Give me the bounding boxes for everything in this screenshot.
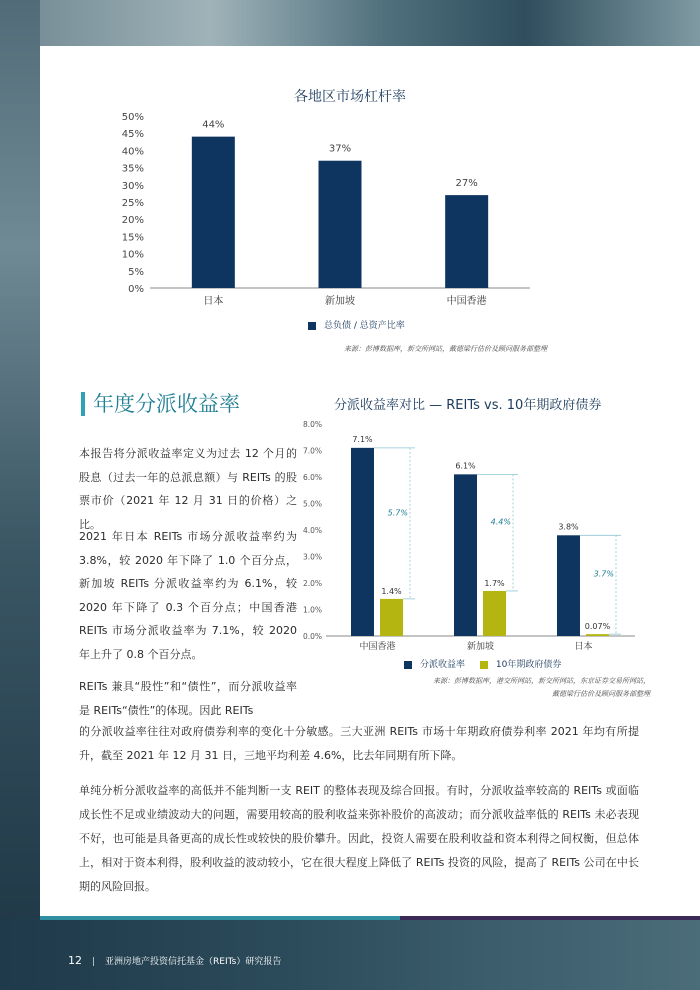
bar-value-label-bond: 1.7% (484, 578, 505, 588)
yield-chart-legend (404, 657, 573, 670)
y-tick-label: 25% (121, 198, 144, 209)
footer-stripe-teal (40, 916, 400, 920)
background-photo-left (0, 0, 40, 990)
page-footer (68, 954, 281, 967)
section-title: 年度分派收益率 (93, 392, 240, 416)
bar-reits (557, 535, 580, 636)
leverage-chart-source: 来源：彭博数据库，新交所网站，戴德梁行估价及顾问服务部整理 (344, 345, 547, 353)
bar-value-label: 44% (202, 119, 225, 131)
y-tick-label: 5.0% (302, 499, 322, 509)
y-tick-label: 2.0% (302, 579, 322, 588)
background-photo-top (0, 0, 700, 46)
y-tick-label: 8.0% (302, 420, 322, 429)
bar-bond (483, 591, 506, 636)
x-category-label: 新加坡 (325, 296, 355, 307)
paragraph-definition: 本报告将分派收益率定义为过去 12 个月的股息（过去一年的总派息额）与 REITs 的股票市价（2021 年 12 月 31 日的价格）之比。 (79, 447, 297, 531)
paragraph-market-yields: 2021 年日本 REITs 市场分派收益率约为 3.8%，较 2020 年下降了 1.0 个百分点，新加坡 REITs 分派收益率约为 6.1%，较 2020 年下降了 0.3 个百分点；中国香港 REITs 市场分派收益率为 7.1%，较 2020 年上升了 0.8 个百分点。 (79, 530, 297, 661)
footer-stripe-purple (400, 916, 700, 920)
y-tick-label: 6.0% (302, 473, 322, 482)
y-tick-label: 20% (121, 215, 144, 227)
bar-reits (351, 448, 374, 636)
y-tick-label: 0.0% (302, 632, 322, 641)
yield-chart (300, 416, 650, 652)
y-tick-label: 15% (121, 232, 144, 244)
y-tick-label: 4.0% (302, 526, 322, 535)
bar (192, 137, 235, 288)
legend-swatch-reits (404, 661, 412, 669)
y-tick-label: 45% (121, 129, 144, 141)
bar (319, 161, 362, 288)
section-heading-bar (81, 392, 85, 416)
x-category-label: 中国香港 (359, 642, 396, 652)
x-category-label: 中国香港 (446, 296, 487, 307)
yield-chart-source-line2: 戴德梁行估价及顾问服务部整理 (552, 690, 650, 698)
footer-report-title: 亚洲房地产投资信托基金（REITs）研究报告 (105, 957, 282, 967)
y-tick-label: 30% (121, 180, 144, 192)
y-tick-label: 3.0% (302, 552, 322, 562)
bar-reits (454, 474, 477, 636)
x-category-label: 新加坡 (466, 642, 495, 652)
x-category-label: 日本 (203, 296, 224, 307)
y-tick-label: 50% (121, 112, 144, 123)
bar-bond (586, 634, 609, 636)
spread-label: 3.7% (593, 569, 614, 579)
x-category-label: 日本 (574, 642, 593, 652)
leverage-chart-legend (308, 318, 405, 331)
y-tick-label: 40% (121, 146, 144, 158)
bar-value-label-reits: 7.1% (352, 434, 373, 444)
y-tick-label: 7.0% (302, 446, 322, 456)
bar-value-label-reits: 6.1% (455, 461, 476, 471)
legend-label-bond: 10年期政府债券 (495, 660, 562, 670)
paragraph-equity-debt: REITs 兼具“股性”和“债性”，而分派收益率是 REITs“债性”的体现。因此 REITs (79, 680, 297, 717)
paragraph-analysis: 单纯分析分派收益率的高低并不能判断一支 REIT 的整体表现及综合回报。有时，分派收益率较高的 REITs 或面临成长性不足或业绩波动大的问题，需要用较高的股利收益来弥补股价的高波动；而分派收益率低的 REITs 未必表现不好，也可能是具备更高的成长性或较快的股价攀升。因此，投资人需要在股利收益和资本利得之间权衡，但总体上，相对于资本利得，股利收益的波动较小，它在很大程度上降低了 REITs 投资的风险，提高了 REITs 公司在中长期的风险回报。 (79, 784, 639, 893)
paragraph-bond-sensitivity: 的分派收益率往往对政府债券利率的变化十分敏感。三大亚洲 REITs 市场十年期政府债券利率 2021 年均有所提升，截至 2021 年 12 月 31 日，三地平均利差 4.6%，比去年同期有所下降。 (79, 725, 639, 762)
yield-chart-title: 分派收益率对比 — REITs vs. 10年期政府债券 (334, 398, 602, 413)
y-tick-label: 1.0% (302, 605, 322, 615)
bar-bond (380, 599, 403, 636)
yield-chart-source (395, 675, 650, 701)
y-tick-label: 0% (128, 284, 144, 295)
leverage-chart-title: 各地区市场杠杆率 (294, 89, 406, 105)
spread-label: 4.4% (490, 517, 511, 527)
y-tick-label: 10% (121, 249, 144, 261)
leverage-chart (100, 108, 540, 313)
bar-value-label-reits: 3.8% (558, 522, 579, 532)
y-tick-label: 5% (128, 266, 144, 278)
spread-label: 5.7% (387, 508, 408, 518)
legend-label-reits: 分派收益率 (420, 660, 466, 670)
bar (445, 195, 488, 288)
footer-separator: | (92, 957, 96, 967)
bar-value-label-bond: 0.07% (584, 622, 611, 632)
legend-label-leverage: 总负债 / 总资产比率 (324, 321, 405, 331)
bar-value-label-bond: 1.4% (381, 586, 402, 596)
page-number: 12 (68, 954, 82, 967)
legend-swatch-bond (480, 661, 488, 669)
y-tick-label: 35% (121, 163, 144, 175)
bar-value-label: 37% (328, 143, 352, 155)
yield-chart-source-line1: 来源：彭博数据库，港交所网站，新交所网站，东京证券交易所网站， (433, 677, 650, 685)
legend-swatch-leverage (308, 322, 316, 330)
bar-value-label: 27% (455, 178, 478, 190)
